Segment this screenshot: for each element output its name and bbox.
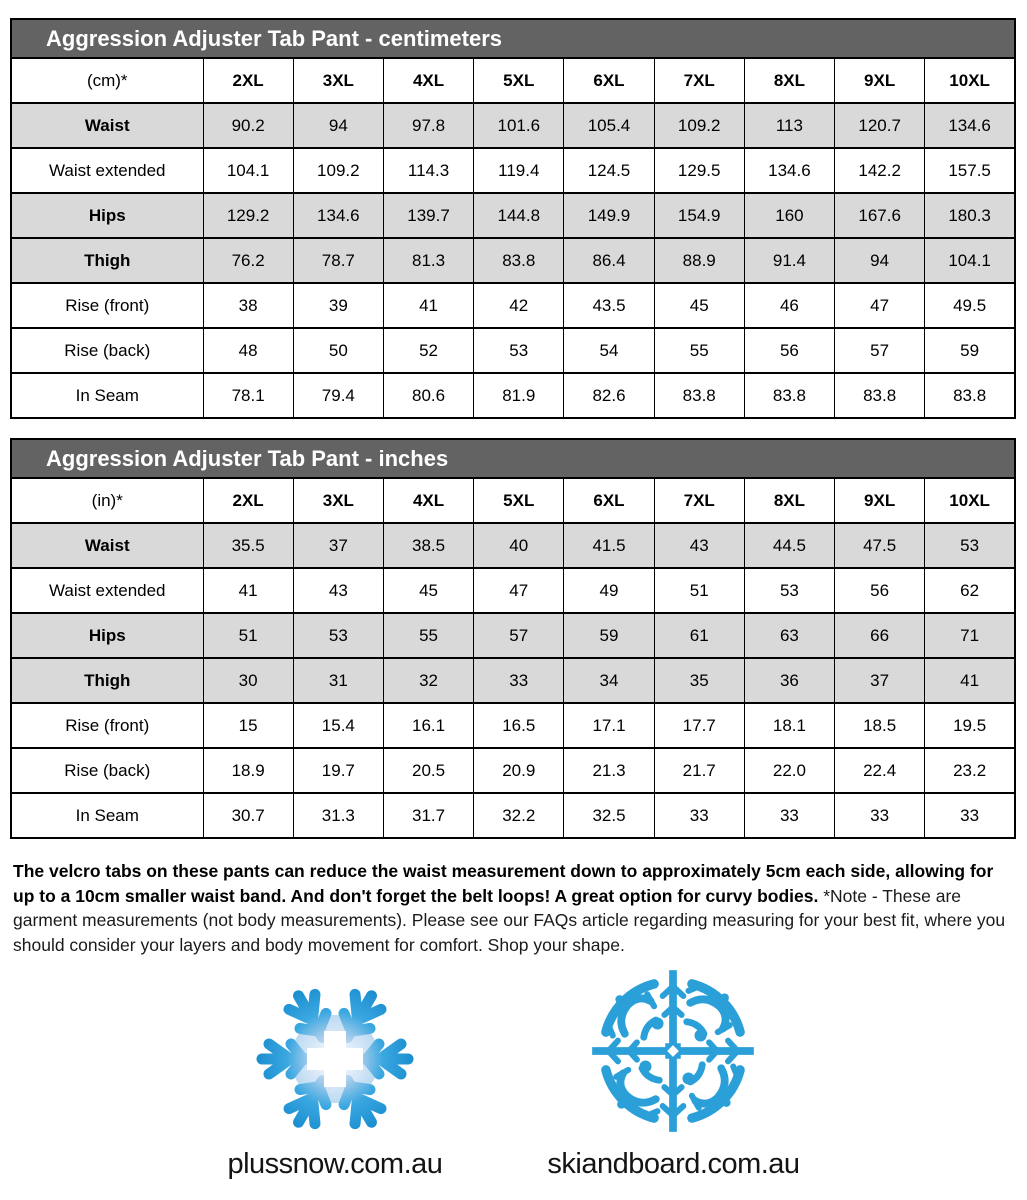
measurement-cell: 49	[564, 568, 654, 613]
measurement-cell: 35.5	[203, 523, 293, 568]
measurement-cell: 41	[925, 658, 1015, 703]
measurement-cell: 15.4	[293, 703, 383, 748]
measurement-cell: 15	[203, 703, 293, 748]
row-label: Rise (back)	[11, 328, 203, 373]
measurement-cell: 23.2	[925, 748, 1015, 793]
measurement-cell: 134.6	[293, 193, 383, 238]
measurement-cell: 41	[383, 283, 473, 328]
measurement-cell: 78.1	[203, 373, 293, 418]
row-label: Waist extended	[11, 148, 203, 193]
table-title: Aggression Adjuster Tab Pant - centimeters	[11, 19, 1015, 58]
measurement-cell: 63	[744, 613, 834, 658]
measurement-cell: 41	[203, 568, 293, 613]
measurement-cell: 83.8	[925, 373, 1015, 418]
measurement-cell: 94	[835, 238, 925, 283]
size-table-centimeters	[10, 18, 1016, 419]
row-label: Thigh	[11, 238, 203, 283]
table-row	[11, 703, 1015, 748]
size-column-header: 2XL	[203, 58, 293, 103]
size-table-inches	[10, 438, 1016, 839]
measurement-cell: 80.6	[383, 373, 473, 418]
measurement-cell: 62	[925, 568, 1015, 613]
measurement-cell: 81.3	[383, 238, 473, 283]
measurement-cell: 41.5	[564, 523, 654, 568]
measurement-cell: 129.2	[203, 193, 293, 238]
measurement-cell: 19.5	[925, 703, 1015, 748]
measurement-cell: 16.1	[383, 703, 473, 748]
measurement-cell: 104.1	[203, 148, 293, 193]
measurement-cell: 18.1	[744, 703, 834, 748]
measurement-cell: 39	[293, 283, 383, 328]
measurement-cell: 45	[383, 568, 473, 613]
measurement-cell: 43.5	[564, 283, 654, 328]
measurement-cell: 32	[383, 658, 473, 703]
measurement-cell: 83.8	[474, 238, 564, 283]
measurement-cell: 53	[925, 523, 1015, 568]
note-bold-text: The velcro tabs on these pants can reduce the waist measurement down to approximately 5cm each side, allowing for up to a 10cm smaller waist band. And don't forget the belt loops! A great option for curvy bodies.	[13, 861, 994, 906]
measurement-cell: 37	[293, 523, 383, 568]
table-row	[11, 103, 1015, 148]
row-label: Rise (back)	[11, 748, 203, 793]
measurement-cell: 47	[474, 568, 564, 613]
measurement-cell: 83.8	[835, 373, 925, 418]
table-row	[11, 238, 1015, 283]
measurement-cell: 154.9	[654, 193, 744, 238]
measurement-cell: 109.2	[293, 148, 383, 193]
measurement-cell: 79.4	[293, 373, 383, 418]
table-title: Aggression Adjuster Tab Pant - inches	[11, 439, 1015, 478]
size-column-header: 3XL	[293, 478, 383, 523]
measurement-cell: 53	[474, 328, 564, 373]
size-column-header-row	[11, 478, 1015, 523]
measurement-cell: 43	[293, 568, 383, 613]
measurement-cell: 20.5	[383, 748, 473, 793]
row-label: Waist	[11, 103, 203, 148]
size-column-header: 4XL	[383, 58, 473, 103]
measurement-cell: 57	[835, 328, 925, 373]
measurement-cell: 32.2	[474, 793, 564, 838]
measurement-cell: 33	[835, 793, 925, 838]
measurement-cell: 83.8	[744, 373, 834, 418]
measurement-cell: 21.3	[564, 748, 654, 793]
skiandboard-label: skiandboard.com.au	[547, 1148, 800, 1180]
table-row	[11, 193, 1015, 238]
measurement-cell: 66	[835, 613, 925, 658]
measurement-cell: 16.5	[474, 703, 564, 748]
logos-row	[0, 965, 1027, 1181]
measurement-cell: 38	[203, 283, 293, 328]
measurement-cell: 33	[474, 658, 564, 703]
measurement-cell: 114.3	[383, 148, 473, 193]
measurement-cell: 90.2	[203, 103, 293, 148]
measurement-cell: 82.6	[564, 373, 654, 418]
measurement-cell: 34	[564, 658, 654, 703]
table-row	[11, 373, 1015, 418]
measurement-cell: 144.8	[474, 193, 564, 238]
size-column-header: 3XL	[293, 58, 383, 103]
measurement-cell: 57	[474, 613, 564, 658]
measurement-cell: 160	[744, 193, 834, 238]
row-label: In Seam	[11, 373, 203, 418]
size-column-header: 6XL	[564, 478, 654, 523]
table-row	[11, 748, 1015, 793]
measurement-cell: 36	[744, 658, 834, 703]
size-column-header: 10XL	[925, 478, 1015, 523]
measurement-cell: 20.9	[474, 748, 564, 793]
measurement-cell: 31	[293, 658, 383, 703]
measurement-cell: 83.8	[654, 373, 744, 418]
measurement-cell: 54	[564, 328, 654, 373]
measurement-cell: 19.7	[293, 748, 383, 793]
plussnow-logo-block	[227, 987, 442, 1181]
measurement-cell: 129.5	[654, 148, 744, 193]
measurement-cell: 94	[293, 103, 383, 148]
measurement-cell: 21.7	[654, 748, 744, 793]
row-label: Waist extended	[11, 568, 203, 613]
measurement-cell: 59	[925, 328, 1015, 373]
measurement-cell: 134.6	[744, 148, 834, 193]
measurement-cell: 97.8	[383, 103, 473, 148]
measurement-cell: 37	[835, 658, 925, 703]
measurement-cell: 149.9	[564, 193, 654, 238]
measurement-cell: 22.0	[744, 748, 834, 793]
measurement-cell: 157.5	[925, 148, 1015, 193]
measurement-cell: 48	[203, 328, 293, 373]
measurement-cell: 33	[744, 793, 834, 838]
measurement-cell: 91.4	[744, 238, 834, 283]
measurement-cell: 61	[654, 613, 744, 658]
size-column-header: 7XL	[654, 58, 744, 103]
size-column-header: 5XL	[474, 58, 564, 103]
measurement-cell: 142.2	[835, 148, 925, 193]
table-row	[11, 283, 1015, 328]
measurement-cell: 33	[925, 793, 1015, 838]
measurement-cell: 18.9	[203, 748, 293, 793]
measurement-cell: 134.6	[925, 103, 1015, 148]
measurement-cell: 30.7	[203, 793, 293, 838]
size-chart-page	[0, 18, 1027, 1181]
measurement-cell: 71	[925, 613, 1015, 658]
measurement-cell: 120.7	[835, 103, 925, 148]
measurement-cell: 49.5	[925, 283, 1015, 328]
unit-header-cell: (cm)*	[11, 58, 203, 103]
measurement-cell: 51	[203, 613, 293, 658]
measurement-cell: 50	[293, 328, 383, 373]
measurement-cell: 18.5	[835, 703, 925, 748]
measurement-cell: 104.1	[925, 238, 1015, 283]
measurement-cell: 33	[654, 793, 744, 838]
measurement-cell: 35	[654, 658, 744, 703]
row-label: Rise (front)	[11, 283, 203, 328]
measurement-cell: 119.4	[474, 148, 564, 193]
note-text	[13, 859, 1013, 957]
measurement-cell: 55	[654, 328, 744, 373]
size-column-header: 8XL	[744, 478, 834, 523]
measurement-cell: 113	[744, 103, 834, 148]
measurement-cell: 44.5	[744, 523, 834, 568]
measurement-cell: 38.5	[383, 523, 473, 568]
size-column-header: 9XL	[835, 478, 925, 523]
measurement-cell: 43	[654, 523, 744, 568]
measurement-cell: 53	[293, 613, 383, 658]
row-label: Waist	[11, 523, 203, 568]
size-column-header: 7XL	[654, 478, 744, 523]
measurement-cell: 17.1	[564, 703, 654, 748]
size-column-header: 6XL	[564, 58, 654, 103]
measurement-cell: 40	[474, 523, 564, 568]
size-column-header: 8XL	[744, 58, 834, 103]
table-row	[11, 658, 1015, 703]
table-row	[11, 793, 1015, 838]
measurement-cell: 32.5	[564, 793, 654, 838]
measurement-cell: 56	[744, 328, 834, 373]
size-column-header-row	[11, 58, 1015, 103]
measurement-cell: 88.9	[654, 238, 744, 283]
measurement-cell: 22.4	[835, 748, 925, 793]
measurement-cell: 52	[383, 328, 473, 373]
measurement-cell: 101.6	[474, 103, 564, 148]
measurement-cell: 51	[654, 568, 744, 613]
measurement-cell: 30	[203, 658, 293, 703]
measurement-cell: 17.7	[654, 703, 744, 748]
measurement-cell: 86.4	[564, 238, 654, 283]
measurement-cell: 105.4	[564, 103, 654, 148]
size-column-header: 10XL	[925, 58, 1015, 103]
measurement-cell: 139.7	[383, 193, 473, 238]
measurement-cell: 167.6	[835, 193, 925, 238]
size-column-header: 5XL	[474, 478, 564, 523]
measurement-cell: 59	[564, 613, 654, 658]
measurement-cell: 55	[383, 613, 473, 658]
table-row	[11, 568, 1015, 613]
table-row	[11, 148, 1015, 193]
table-row	[11, 613, 1015, 658]
plussnow-label: plussnow.com.au	[227, 1148, 443, 1180]
size-column-header: 4XL	[383, 478, 473, 523]
measurement-cell: 109.2	[654, 103, 744, 148]
measurement-cell: 56	[835, 568, 925, 613]
measurement-cell: 81.9	[474, 373, 564, 418]
table-row	[11, 523, 1015, 568]
measurement-cell: 31.3	[293, 793, 383, 838]
size-column-header: 2XL	[203, 478, 293, 523]
row-label: Thigh	[11, 658, 203, 703]
row-label: Hips	[11, 613, 203, 658]
measurement-cell: 31.7	[383, 793, 473, 838]
note-regular-text: *Note - These are garment measurements (not body measurements). Please see our FAQs article regarding measuring for your best fit, where you should consider your layers and body movement for comfort. Shop your shape.	[13, 885, 1006, 955]
measurement-cell: 76.2	[203, 238, 293, 283]
measurement-cell: 78.7	[293, 238, 383, 283]
row-label: Hips	[11, 193, 203, 238]
measurement-cell: 45	[654, 283, 744, 328]
measurement-cell: 124.5	[564, 148, 654, 193]
table-row	[11, 328, 1015, 373]
measurement-cell: 47.5	[835, 523, 925, 568]
skiandboard-logo-block	[547, 965, 799, 1181]
measurement-cell: 180.3	[925, 193, 1015, 238]
measurement-cell: 46	[744, 283, 834, 328]
measurement-cell: 47	[835, 283, 925, 328]
measurement-cell: 42	[474, 283, 564, 328]
measurement-cell: 53	[744, 568, 834, 613]
size-column-header: 9XL	[835, 58, 925, 103]
unit-header-cell: (in)*	[11, 478, 203, 523]
skiandboard-snowflake-icon	[587, 965, 759, 1137]
plussnow-snowflake-icon	[240, 987, 430, 1137]
row-label: Rise (front)	[11, 703, 203, 748]
row-label: In Seam	[11, 793, 203, 838]
